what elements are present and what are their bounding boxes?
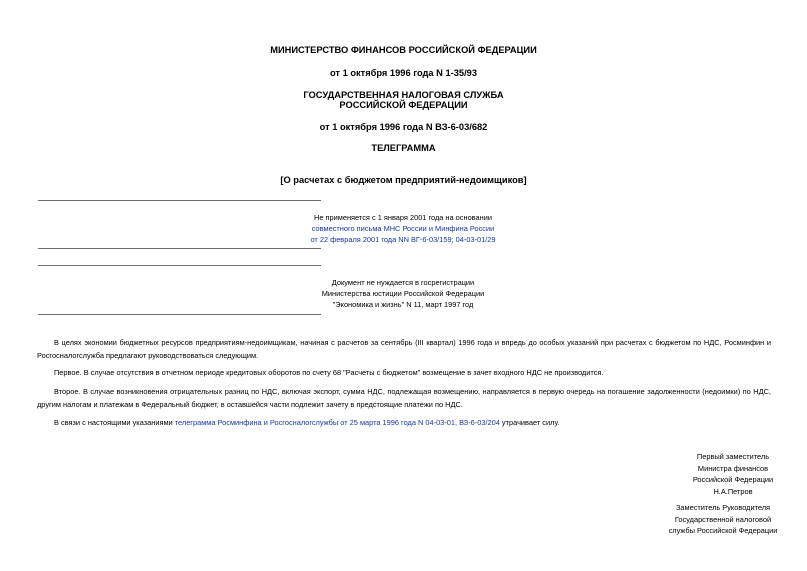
body-paragraph-3: Второе. В случае возникновения отрицательных разниц по НДС, включая экспорт, сумма НДС, подлежащая возмещению, направляется в первую очередь на погашение задолженности (недоимки) по НДС, другим налогам и платежам в Федеральный бюджет, в оставшейся части подлежит зачету в предстоящие платежи по НДС. bbox=[37, 387, 771, 409]
status-note-link-line1[interactable]: совместного письма МНС России и Минфина России bbox=[311, 224, 495, 233]
divider-line bbox=[38, 200, 321, 201]
signature-title-line3: Российской Федерации bbox=[692, 475, 774, 484]
ministry-title: МИНИСТЕРСТВО ФИНАНСОВ РОССИЙСКОЙ ФЕДЕРАЦИИ bbox=[270, 45, 537, 55]
signature-block-deputy-head bbox=[643, 502, 803, 537]
divider-line bbox=[38, 265, 321, 266]
signature-name: Н.А.Петров bbox=[713, 486, 753, 496]
document-type: ТЕЛЕГРАММА bbox=[371, 143, 436, 153]
registration-note-line2: Министерства юстиции Российской Федерации bbox=[321, 289, 485, 298]
signature-block-first-deputy-minister bbox=[653, 451, 807, 497]
repealed-telegram-link[interactable]: телеграмма Росминфина и Росгосналогслужбы от 25 марта 1996 года N 04-03-01, ВЗ-6-03/204 bbox=[174, 418, 500, 427]
tax-service-date: от 1 октября 1996 года N ВЗ-6-03/682 bbox=[319, 122, 488, 132]
registration-note-line1: Документ не нуждается в госрегистрации bbox=[331, 278, 475, 287]
body-paragraph-1: В целях экономии бюджетных ресурсов предприятиям-недоимщикам, начиная с расчетов за сентябрь (III квартал) 1996 года и впредь до особых указаний при расчетах с бюджетом по НДС, Росминфин и Росгосналогслужба предлагают руководствоваться следующим. bbox=[37, 338, 771, 360]
paragraph-4-text-start: В связи с настоящими указаниями bbox=[54, 418, 175, 427]
divider-line bbox=[38, 248, 321, 249]
divider-line bbox=[38, 314, 321, 315]
signature-title-line1: Первый заместитель bbox=[696, 452, 770, 461]
status-note-text: Не применяется с 1 января 2001 года на основании bbox=[314, 213, 492, 222]
paragraph-4-text-end: утрачивает силу. bbox=[499, 418, 560, 427]
signature-title-line2: Министра финансов bbox=[697, 463, 769, 473]
registration-note bbox=[303, 277, 503, 310]
body-paragraph-2: Первое. В случае отсутствия в отчетном периоде кредитовых оборотов по счету 68 "Расчеты с бюджетом" возмещение в зачет входного НДС не производится. bbox=[54, 368, 604, 377]
document-subject: [О расчетах с бюджетом предприятий-недоимщиков] bbox=[280, 175, 527, 185]
signature-title-line3: службы Российской Федерации bbox=[668, 526, 778, 535]
signature-title-line2: Государственной налоговой bbox=[674, 514, 772, 524]
status-note-link-line2[interactable]: от 22 февраля 2001 года NN ВГ-6-03/159; 04-03-01/29 bbox=[310, 235, 496, 244]
signature-title-line1: Заместитель Руководителя bbox=[675, 503, 771, 512]
ministry-date: от 1 октября 1996 года N 1-35/93 bbox=[329, 68, 477, 78]
body-paragraph-4 bbox=[37, 416, 771, 429]
registration-note-line3: "Экономика и жизнь" N 11, март 1997 год bbox=[332, 300, 474, 309]
tax-service-title-line1: ГОСУДАРСТВЕННАЯ НАЛОГОВАЯ СЛУЖБА bbox=[303, 90, 504, 100]
tax-service-title-line2: РОССИЙСКОЙ ФЕДЕРАЦИИ bbox=[339, 100, 468, 110]
status-note bbox=[303, 212, 503, 245]
